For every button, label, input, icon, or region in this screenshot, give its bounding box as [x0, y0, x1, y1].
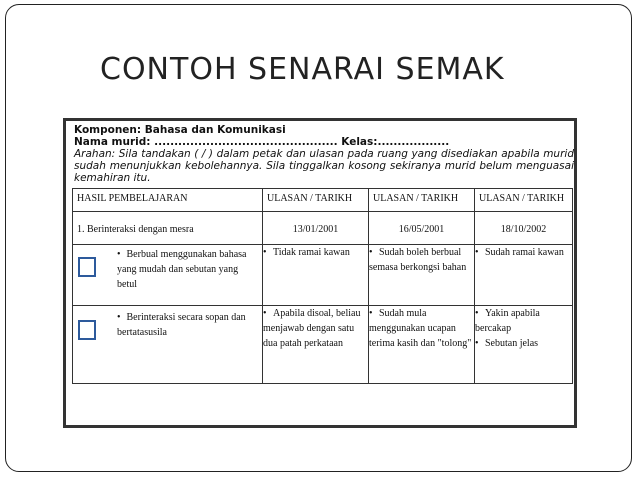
date-cell: 16/05/2001	[369, 212, 475, 245]
comment-cell: • Sudah ramai kawan	[475, 245, 573, 306]
comment-cell: • Tidak ramai kawan	[263, 245, 369, 306]
instruction-text: Arahan: Sila tandakan ( / ) dalam petak dan ulasan pada ruang yang disediakan apabila murid sudah menunjukkan kebolehannya. Sila tinggalkan kosong sekiranya murid belum menguasai kemahiran itu.	[74, 148, 574, 184]
comment-cell: • Sudah mula menggunakan ucapan terima kasih dan "tolong"	[369, 306, 475, 384]
outcome-text: • Berbual menggunakan bahasa yang mudah dan sebutan yang betul	[117, 249, 247, 290]
component-line: Komponen: Bahasa dan Komunikasi	[74, 124, 286, 136]
document-header	[74, 124, 574, 184]
header-comment-date: ULASAN / TARIKH	[263, 189, 369, 212]
checkbox[interactable]	[78, 320, 96, 340]
header-learning-outcome: HASIL PEMBELAJARAN	[73, 189, 263, 212]
checkbox[interactable]	[78, 257, 96, 277]
table-row	[73, 212, 573, 245]
checklist-table	[72, 188, 573, 384]
date-cell: 18/10/2002	[475, 212, 573, 245]
outcome-text: • Berinteraksi secara sopan dan bertatasusila	[117, 312, 246, 338]
table-row	[73, 245, 573, 306]
comment-cell: • Apabila disoal, beliau menjawab dengan satu dua patah perkataan	[263, 306, 369, 384]
comment-cell: • Yakin apabila bercakap • Sebutan jelas	[475, 306, 573, 384]
comment-cell: • Sudah boleh berbual semasa berkongsi bahan	[369, 245, 475, 306]
table-row	[73, 306, 573, 384]
section-title: 1. Berinteraksi dengan mesra	[73, 212, 263, 245]
outcome-cell	[73, 245, 263, 306]
checklist-document	[63, 118, 577, 428]
slide-title: CONTOH SENARAI SEMAK	[100, 52, 505, 87]
header-comment-date: ULASAN / TARIKH	[475, 189, 573, 212]
date-cell: 13/01/2001	[263, 212, 369, 245]
student-name-line: Nama murid: .............................................. Kelas:..................	[74, 136, 450, 148]
header-comment-date: ULASAN / TARIKH	[369, 189, 475, 212]
outcome-cell	[73, 306, 263, 384]
table-header-row	[73, 189, 573, 212]
